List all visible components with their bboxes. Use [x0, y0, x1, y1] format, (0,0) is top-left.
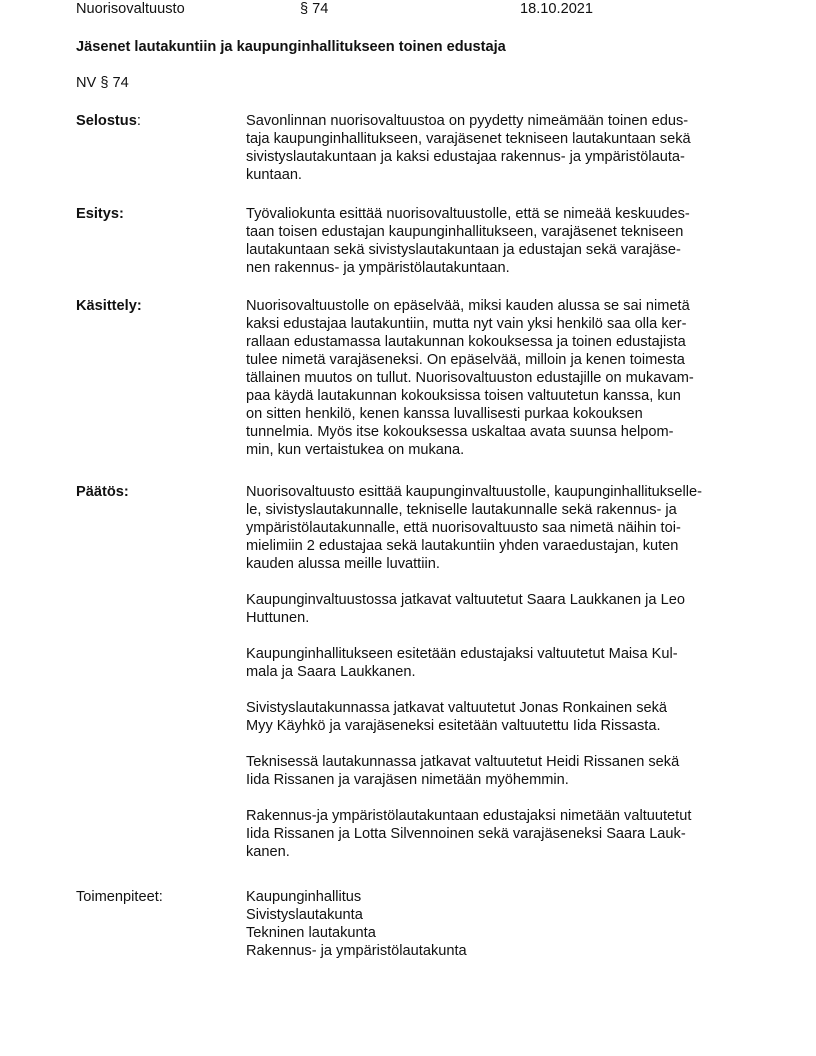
- section-body-toimenpiteet: [246, 888, 746, 960]
- section-label-esitys: Esitys:: [76, 206, 124, 222]
- document-reference: NV § 74: [76, 75, 129, 91]
- text-line: tunnelmia. Myös itse kokouksessa uskaltaa avata suunsa helpom-: [246, 424, 674, 440]
- section-label-kasittely: Käsittely:: [76, 298, 142, 314]
- recipient-line: Tekninen lautakunta: [246, 925, 376, 941]
- text-line: Sivistyslautakunnassa jatkavat valtuutetut Jonas Ronkainen sekä: [246, 700, 668, 716]
- paragraph-spacer: [246, 573, 746, 591]
- text-line: kanen.: [246, 844, 290, 860]
- section-label-toimenpiteet: Toimenpiteet:: [76, 889, 163, 905]
- section-label-paatos: Päätös:: [76, 484, 129, 500]
- text-line: Kaupunginhallitukseen esitetään edustajaksi valtuutetut Maisa Kul-: [246, 646, 678, 662]
- paragraph-spacer: [246, 627, 746, 645]
- paatos-paragraph: [246, 483, 746, 573]
- text-line: Työvaliokunta esittää nuorisovaltuustolle, että se nimeää keskuudes-: [246, 206, 690, 222]
- section-kasittely: [76, 297, 756, 459]
- section-body-esitys: [246, 205, 746, 277]
- paatos-paragraph: [246, 645, 746, 681]
- text-line: kuntaan.: [246, 167, 302, 183]
- text-line: min, kun vertaistukea on mukana.: [246, 442, 465, 458]
- section-esitys: [76, 205, 756, 277]
- text-line: taan toisen edustajan kaupunginhallitukseen, varajäsenet tekniseen: [246, 224, 684, 240]
- text-line: rallaan edustamassa lautakunnan kokouksessa ja toinen edustajista: [246, 334, 686, 350]
- text-line: nen rakennus- ja ympäristölautakuntaan.: [246, 260, 510, 276]
- paragraph-spacer: [246, 735, 746, 753]
- paatos-paragraph: [246, 699, 746, 735]
- section-paatos: [76, 483, 756, 873]
- header-paragraph: § 74: [300, 1, 329, 17]
- text-line: lautakuntaan sekä sivistyslautakuntaan ja edustajan sekä varajäse-: [246, 242, 681, 258]
- recipient-line: Sivistyslautakunta: [246, 907, 363, 923]
- section-selostus: [76, 112, 756, 184]
- text-line: Myy Käyhkö ja varajäseneksi esitetään valtuutettu Iida Rissasta.: [246, 718, 661, 734]
- header-date: 18.10.2021: [520, 1, 594, 17]
- header-organization: Nuorisovaltuusto: [76, 1, 185, 17]
- section-body-selostus: [246, 112, 746, 184]
- text-line: Iida Rissanen ja varajäsen nimetään myöhemmin.: [246, 772, 569, 788]
- text-line: kauden alussa meille luvattiin.: [246, 556, 440, 572]
- section-body-paatos: [246, 483, 746, 861]
- selostus-label-colon: :: [136, 113, 141, 129]
- document-header: [76, 0, 776, 18]
- recipient-line: Rakennus- ja ympäristölautakunta: [246, 943, 467, 959]
- text-line: le, sivistyslautakunnalle, tekniselle lautakunnalle sekä rakennus- ja: [246, 502, 677, 518]
- paatos-paragraph: [246, 807, 746, 861]
- paragraph-spacer: [246, 681, 746, 699]
- text-line: taja kaupunginhallitukseen, varajäsenet tekniseen lautakuntaan sekä: [246, 131, 691, 147]
- paatos-paragraph: [246, 591, 746, 627]
- text-line: tulee nimetä varajäseneksi. On epäselvää, milloin ja kenen toimesta: [246, 352, 685, 368]
- text-line: Nuorisovaltuustolle on epäselvää, miksi kauden alussa se sai nimetä: [246, 298, 690, 314]
- text-line: kaksi edustajaa lautakuntiin, mutta nyt vain yksi henkilö saa olla ker-: [246, 316, 687, 332]
- text-line: Huttunen.: [246, 610, 310, 626]
- section-toimenpiteet: [76, 888, 756, 960]
- text-line: Kaupunginvaltuustossa jatkavat valtuutetut Saara Laukkanen ja Leo: [246, 592, 685, 608]
- selostus-label-text: Selostus: [76, 113, 137, 129]
- text-line: Rakennus-ja ympäristölautakuntaan edustajaksi nimetään valtuutetut: [246, 808, 692, 824]
- paragraph-spacer: [246, 789, 746, 807]
- text-line: mala ja Saara Laukkanen.: [246, 664, 416, 680]
- text-line: sivistyslautakuntaan ja kaksi edustajaa rakennus- ja ympäristölauta-: [246, 149, 685, 165]
- recipient-line: Kaupunginhallitus: [246, 889, 362, 905]
- text-line: tällainen muutos on tullut. Nuorisovaltuuston edustajille on mukavam-: [246, 370, 694, 386]
- text-line: Teknisessä lautakunnassa jatkavat valtuutetut Heidi Rissanen sekä: [246, 754, 680, 770]
- text-line: Nuorisovaltuusto esittää kaupunginvaltuustolle, kaupunginhallitukselle-: [246, 484, 702, 500]
- text-line: ympäristölautakunnalle, että nuorisovaltuusto saa nimetä näihin toi-: [246, 520, 681, 536]
- text-line: on sitten henkilö, kenen kanssa luvallisesti purkaa kokouksen: [246, 406, 643, 422]
- text-line: Iida Rissanen ja Lotta Silvennoinen sekä varajäseneksi Saara Lauk-: [246, 826, 686, 842]
- text-line: paa käydä lautakunnan kokouksissa toisen valtuutetun kanssa, kun: [246, 388, 681, 404]
- text-line: mielimiin 2 edustajaa sekä lautakuntiin yhden varaedustajan, kuten: [246, 538, 679, 554]
- section-body-kasittely: [246, 297, 746, 459]
- section-label-selostus: [76, 112, 141, 130]
- document-title: Jäsenet lautakuntiin ja kaupunginhallitukseen toinen edustaja: [76, 39, 506, 55]
- text-line: Savonlinnan nuorisovaltuustoa on pyydetty nimeämään toinen edus-: [246, 113, 689, 129]
- paatos-paragraph: [246, 753, 746, 789]
